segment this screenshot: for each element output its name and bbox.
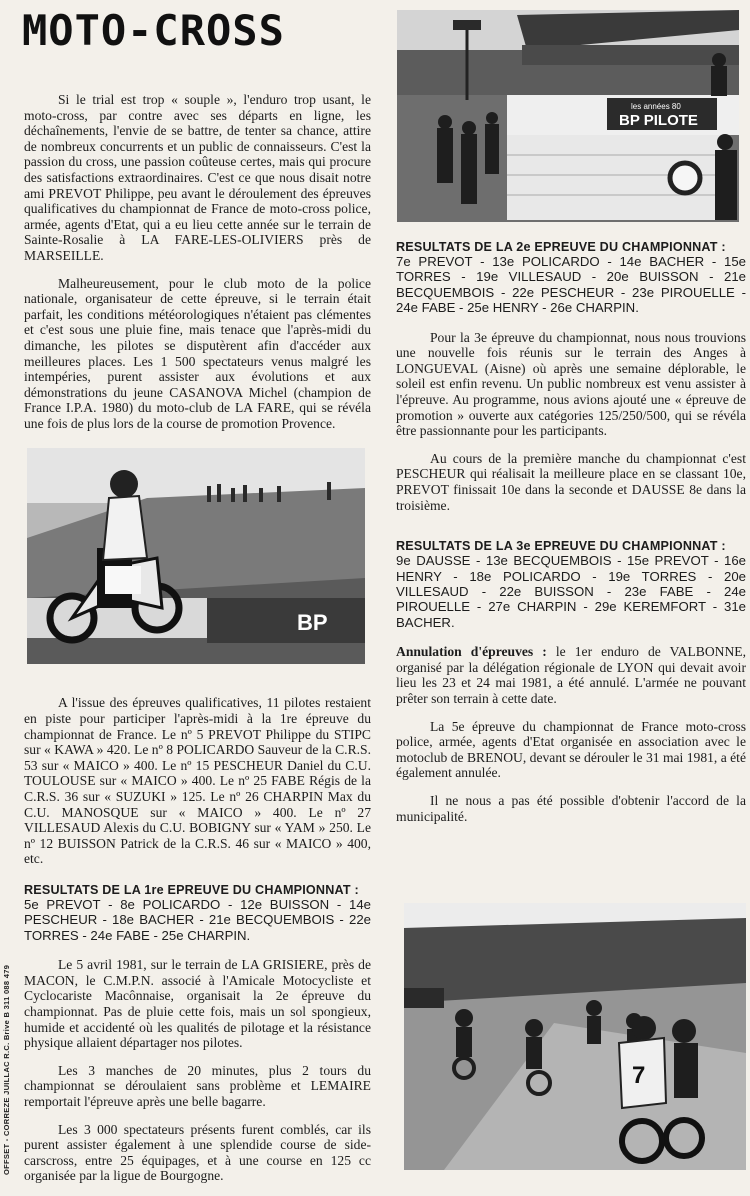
municipality-paragraph: Il ne nous a pas été possible d'obtenir l'accord de la municipalité. — [396, 792, 746, 824]
right-column — [396, 240, 746, 836]
manches-paragraph: Les 3 manches de 20 minutes, plus 2 tours du championnat se déroulaient sans problème et LEMAIRE remportait l'épreuve après une belle bagarre. — [24, 1062, 371, 1109]
intro-paragraph: Si le trial est trop « souple », l'enduro trop usant, le moto-cross, par contre avec ses départs en ligne, les déchaînements, l'envie de se battre, de tenter sa chance, attire de nombreux concurrents et un public de connaisseurs. C'est la passion du cross, une passion coûteuse certes, mais qui procure des satisfactions extraordinaires. C'est ce que nous disait notre ami PREVOT Philippe, peu avant le déroulement des épreuves qualificatives du championnat de France de moto-cross police, armée, agents d'Etat, qui a eu lieu cette année sur le terrain de Sainte-Rosalie à LA FARE-LES-OLIVIERS près de MARSEILLE. — [24, 92, 371, 263]
macon-paragraph: Le 5 avril 1981, sur le terrain de LA GRISIERE, près de MACON, le C.M.P.N. associé à l'Amicale Motocycliste et Cyclocariste Macônnaise, organisait la 2e épreuve du championnat. Pas de pluie cette fois, mais un sol spongieux, humide et accidenté où les qualités de pilotage et la résistance physique allaient départager nos pilotes. — [24, 957, 371, 1051]
photo-racing-pack — [404, 903, 746, 1170]
cancellation-lead: Annulation d'épreuves : — [396, 644, 547, 660]
results-heading-2: RESULTATS DE LA 2e EPREUVE DU CHAMPIONNAT : — [396, 240, 726, 254]
page-title: MOTO-CROSS — [22, 6, 285, 55]
results-list-3: 9e DAUSSE - 13e BECQUEMBOIS - 15e PREVOT - 16e HENRY - 18e POLICARDO - 19e TORRES - 20e VILLESAUD - 22e BUISSON - 23e FABE - 24e PIROUELLE - 27e CHARPIN - 29e KEREMFORT - 31e BACHER. — [396, 553, 746, 630]
fifth-event-paragraph: La 5e épreuve du championnat de France moto-cross police, armée, agents d'Etat organisée en association avec le motoclub de BRENOU, devant se dérouler le 31 mai 1981, a été également annulée. — [396, 718, 746, 781]
race-scene — [404, 903, 746, 1170]
weather-paragraph: Malheureusement, pour le club moto de la police nationale, organisateur de cette épreuve, si le terrain était parfait, les conditions météorologiques n'étaient pas clémentes et c'est sous une pluie fine, mais tenace que l'après-midi du dimanche, les pilotes se disputèrent afin d'accéder aux meilleures places. Les 1 500 spectateurs venus malgré les intempéries, purent assister aux évolutions et aux démonstrations du jeune CASANOVA Michel (champion de France I.P.A. 1980) du moto-club de LA FARE, qui se révéla une fois de plus lors de la course de promotion Provence. — [24, 275, 371, 431]
results-heading-1: RESULTATS DE LA 1re EPREUVE DU CHAMPIONNAT : — [24, 883, 359, 897]
results-list-2: 7e PREVOT - 13e POLICARDO - 14e BACHER - 15e TORRES - 19e VILLESAUD - 20e BUISSON - 21e BECQUEMBOIS - 22e PESCHEUR - 23e PIROUELLE - 24e FABE - 25e HENRY - 26e CHARPIN. — [396, 254, 746, 316]
results-list-1: 5e PREVOT - 8e POLICARDO - 12e BUISSON - 14e PESCHEUR - 18e BACHER - 21e BECQUEMBOIS - 22e TORRES - 24e FABE - 25e CHARPIN. — [24, 897, 371, 943]
left-column — [24, 92, 371, 1196]
stand-banner-main: BP PILOTE — [619, 112, 698, 129]
printer-imprint: OFFSET - CORREZE JUILLAC R.C. Brive B 311 088 479 — [2, 964, 11, 1175]
longueval-paragraph: Pour la 3e épreuve du championnat, nous nous trouvions une nouvelle fois réunis sur le terrain des Anges à LONGUEVAL (Aisne) où après une semaine déplorable, le soleil est enfin revenu. Un public nombreux est venu assister à l'épreuve. Au programme, nous avions ajouté une « épreuve de promotion » ouverte aux catégories 125/250/500, qui se révéla être passionnante pour les participants. — [396, 329, 746, 439]
jump-banner-text: BP — [297, 610, 328, 635]
race-number: 7 — [632, 1062, 646, 1089]
qualifiers-paragraph: A l'issue des épreuves qualificatives, 11 pilotes restaient en piste pour participer l'après-midi à la 1re épreuve du championnat de France. Le nº 5 PREVOT Philippe du STIPC sur « KAWA » 420. Le nº 8 POLICARDO Sauveur de la C.R.S. 53 sur « MAICO » 400. Le nº 15 PESCHEUR Daniel du C.U. TOULOUSE sur « MAICO » 400. Le nº 25 FABE Régis de la C.R.S. 36 sur « SUZUKI » 125. Le nº 26 CHARPIN Max du C.U. MANOSQUE sur « MAICO » 400. Le nº 27 VILLESAUD Alexis du C.U. BOBIGNY sur « YAM » 250. Le nº 12 BUISSON Patrick de la C.R.S. 46 sur « MAICO » 400, etc. — [24, 695, 371, 867]
spectators-paragraph: Les 3 000 spectateurs présents furent comblés, car ils purent assister également à une splendide course de side-carscross, entre 25 équipages, et à une course en 125 cc organisée par la ligue de Bourgogne. — [24, 1121, 371, 1184]
stand-scene — [397, 10, 739, 222]
cancellation-text: le 1er enduro de VALBONNE, organisé par la délégation régionale de LYON qui devait avoir lieu les 23 et 24 mai 1981, a été annulé. L'armée ne pouvant prêter son terrain à cette date. — [396, 644, 746, 706]
stand-banner-small: les années 80 — [631, 102, 681, 111]
cancellation-paragraph — [396, 644, 746, 706]
photo-bp-pilote-stand — [397, 10, 739, 222]
first-heat-paragraph: Au cours de la première manche du championnat c'est PESCHEUR qui réalisait la meilleure place en se classant 10e, PREVOT finissait 10e dans la seconde et DAUSSE 8e dans la troisième. — [396, 450, 746, 513]
photo-spacer — [24, 443, 371, 695]
results-heading-3: RESULTATS DE LA 3e EPREUVE DU CHAMPIONNAT : — [396, 539, 726, 554]
